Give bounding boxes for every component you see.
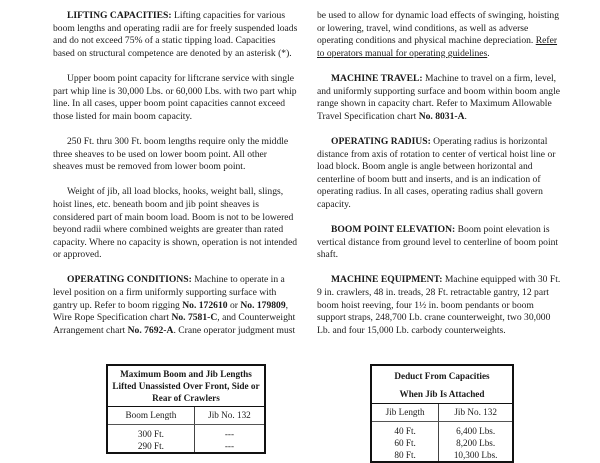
lifting-capacities-paragraph (53, 10, 299, 60)
table-cell: 8,200 Lbs. (456, 438, 496, 448)
upper-boom-paragraph: Upper boom point capacity for liftcrane service with single part whip line is 30,000 Lbs. or 60,000 Lbs. with two part whip line. In all cases, upper boom point capacities cannot exceed those listed for main boom capacity. (53, 72, 297, 122)
lifting-capacities-heading: LIFTING CAPACITIES: (67, 10, 172, 21)
continuation-end: . (487, 47, 490, 59)
table-cell: --- (224, 441, 235, 451)
operating-conditions-heading: OPERATING CONDITIONS: (67, 274, 192, 286)
column-header: Jib No. 132 (439, 404, 513, 422)
table-cell: 40 Ft. (371, 422, 439, 438)
travel-spec-chart-ref: No. 8031-A (418, 110, 465, 122)
table-row (107, 440, 265, 453)
table-cell: 300 Ft. (107, 425, 194, 441)
operating-radius-heading: OPERATING RADIUS: (331, 135, 431, 147)
table-row (371, 422, 513, 438)
operating-conditions-text: Machine to operate in a level position on a firm uniformly supporting surface with gantry up. Refer to boom rigging (53, 274, 285, 311)
machine-travel-end: . (464, 110, 467, 122)
lifting-capacities-text: Lifting capacities for various boom lengths and operating radii are for freely suspended loads and do not exceed 75% of a static tipping load. Capacities based on structural competence are denoted by an asterisk (*). (53, 10, 298, 59)
table-cell: --- (224, 429, 235, 439)
table-cell: 6,400 Lbs. (456, 426, 496, 436)
column-header: Jib No. 132 (194, 407, 265, 425)
boom-point-elevation-text: Boom point elevation is vertical distance from ground level to centerline of boom point shaft. (317, 224, 559, 261)
operating-conditions-paragraph (53, 274, 299, 337)
boom-rigging-ref-2: No. 179809 (240, 299, 286, 311)
operators-manual-link[interactable]: Refer to operators manual for operating guidelines (317, 35, 558, 59)
table-cell: 60 Ft. (371, 437, 439, 449)
table-cell: 80 Ft. (371, 449, 439, 462)
right-column (317, 10, 565, 350)
table-row (371, 437, 513, 449)
machine-travel-paragraph (317, 73, 565, 123)
machine-equipment-heading: MACHINE EQUIPMENT: (331, 274, 443, 286)
machine-equipment-paragraph (317, 274, 565, 337)
left-column (53, 10, 299, 350)
boom-point-elevation-heading: BOOM POINT ELEVATION: (331, 224, 456, 236)
wire-rope-chart-ref: No. 7581-C (171, 312, 218, 324)
boom-point-elevation-paragraph (317, 224, 565, 262)
boom-lengths-paragraph: 250 Ft. thru 300 Ft. boom lengths require only the middle three sheaves to be used on lower boom point. All other sheaves must be removed from lower boom point. (53, 135, 289, 173)
boom-rigging-ref-1: No. 172610 (182, 299, 228, 311)
table-row (107, 425, 265, 441)
deduct-capacities-table (370, 364, 514, 463)
counterweight-chart-ref: No. 7692-A (127, 324, 174, 336)
operating-conditions-text: or (227, 299, 241, 311)
table-title-line: When Jib Is Attached (399, 389, 485, 399)
weight-of-jib-paragraph: Weight of jib, all load blocks, hooks, weight ball, slings, hoist lines, etc. beneath boom and jib point sheaves is considered part of main boom load. Boom is not to be lowered beyond radii where combined weights are greater than rated capacity. Where no capacity is shown, operation is not intended or approved. (53, 186, 298, 261)
column-header: Jib Length (371, 404, 439, 422)
table-cell: 290 Ft. (107, 440, 194, 453)
operating-conditions-continuation (317, 10, 565, 60)
operating-conditions-text: , Wire Rope Specification chart (53, 299, 289, 324)
operating-conditions-text: . Crane operator judgment must (173, 324, 296, 336)
machine-travel-heading: MACHINE TRAVEL: (331, 72, 423, 84)
machine-equipment-text: Machine equipped with 30 Ft. 9 in. crawlers, 48 in. treads, 28 Ft. retractable gantry, 12 part boom hoist reeving, four 1½ in. boom pendants or boom support straps, 248,700 Lb. crane counterweight, two 30,000 Lb. and four 15,000 Lb. carbody counterweights. (317, 274, 561, 336)
column-header: Boom Length (107, 407, 194, 425)
table-title (371, 365, 513, 404)
table-title: Maximum Boom and Jib Lengths Lifted Unassisted Over Front, Side or Rear of Crawlers (107, 365, 265, 407)
operating-conditions-text: , and Counterweight Arrangement chart (53, 312, 296, 336)
table-row (371, 449, 513, 462)
table-title-line: Deduct From Capacities (394, 371, 490, 381)
continuation-text: be used to allow for dynamic load effects of swinging, hoisting or lowering, travel, wind conditions, as well as adverse operating conditions and physical machine depreciation. (317, 10, 560, 47)
machine-travel-text: Machine to travel on a firm, level, and uniformly supporting surface and boom within boom angle range shown in capacity chart. Refer to Maximum Allowable Travel Specification chart (317, 72, 560, 122)
operating-radius-paragraph (317, 136, 565, 212)
boom-jib-lengths-table (106, 364, 266, 454)
operating-radius-text: Operating radius is horizontal distance from axis of rotation to center of vertical hoist line or load block. Boom angle is angle between horizontal and centerline of boom butt and inserts, and is an indication of operating radius. In all cases, operating radius shall govern capacity. (317, 135, 556, 210)
table-cell: 10,300 Lbs. (453, 450, 498, 460)
